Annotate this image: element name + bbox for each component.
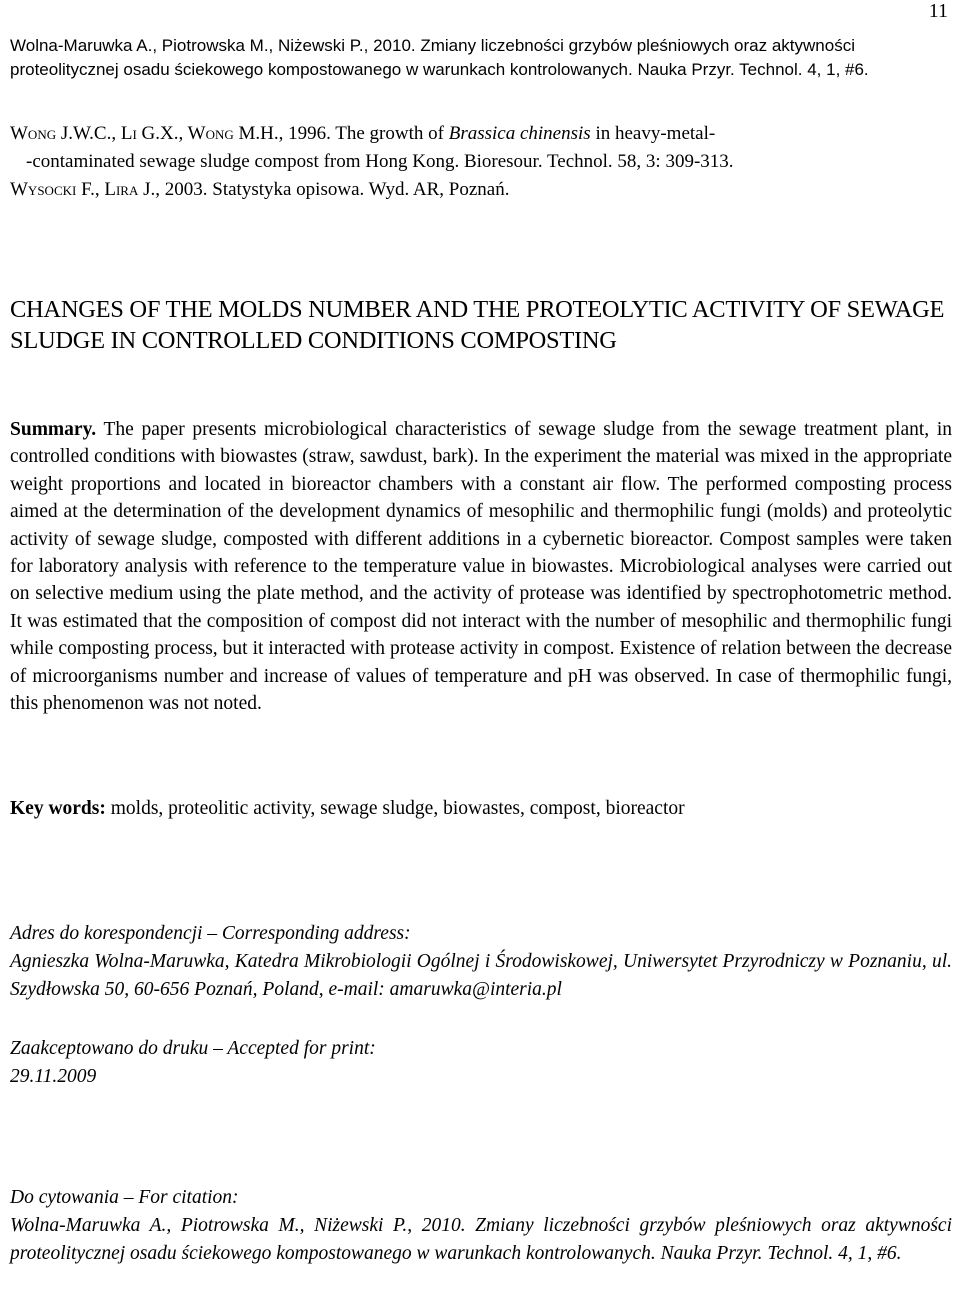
running-head: Wolna-Maruwka A., Piotrowska M., Niżewski P., 2010. Zmiany liczebności grzybów pleśniowych oraz aktywności proteolitycznej osadu ściekowego kompostowanego w warunkach kontrolowanych. Nauka Przyr. Technol. 4, 1, #6. (10, 36, 869, 79)
citation (10, 1184, 952, 1268)
summary (10, 416, 952, 717)
reference-authors: Wysocki F., Lira J. (10, 179, 156, 200)
summary-text: The paper presents microbiological characteristics of sewage sludge from the sewage treatment plant, in controlled conditions with biowastes (straw, sawdust, bark). In the experiment the material was mixed in the appropriate weight proportions and located in bioreactor chambers with a constant air flow. The performed composting process aimed at the determination of the development dynamics of mesophilic and thermophilic fungi (molds) and proteolytic activity of sewage sludge, composted with different additions in a cybernetic bioreactor. Compost samples were taken for laboratory analysis with reference to the temperature value in biowastes. Microbiological analyses were carried out on selective medium using the plate method, and the activity of protease was identified by spectrophotometric method. It was estimated that the composition of compost did not interact with the number of mesophilic and thermophilic fungi while composting process, but it interacted with protease activity in compost. Existence of relation between the decrease of microorganisms number and increase of values of temperature and pH was observed. In case of thermophilic fungi, this phenomenon was not noted. (10, 419, 952, 715)
reference-item (10, 120, 955, 176)
corresponding-address (10, 920, 952, 1004)
summary-label: Summary. (10, 419, 97, 440)
address-heading: Adres do korespondencji – Corresponding address: (10, 923, 411, 944)
page-number: 11 (928, 0, 948, 22)
reference-text: , 2003. Statystyka opisowa. Wyd. AR, Poznań. (155, 179, 510, 200)
reference-list (10, 120, 955, 204)
article-title: CHANGES OF THE MOLDS NUMBER AND THE PROTEOLYTIC ACTIVITY OF SEWAGE SLUDGE IN CONTROLLED CONDITIONS COMPOSTING (10, 296, 945, 354)
reference-item (10, 176, 955, 204)
reference-text: , 1996. The growth of (278, 123, 449, 144)
citation-heading: Do cytowania – For citation: (10, 1187, 239, 1208)
citation-text: Wolna-Maruwka A., Piotrowska M., Niżewski P., 2010. Zmiany liczebności grzybów pleśniowych oraz aktywności proteolitycznej osadu ściekowego kompostowanego w warunkach kontrolowanych. Nauka Przyr. Technol. 4, 1, #6. (10, 1215, 952, 1264)
accepted-date: 29.11.2009 (10, 1066, 97, 1087)
reference-authors: Wong J.W.C., Li G.X., Wong M.H. (10, 123, 279, 144)
keywords (10, 795, 955, 823)
keywords-label: Key words: (10, 798, 106, 819)
accepted-for-print (10, 1035, 955, 1091)
reference-text: in heavy-metal- (590, 123, 716, 144)
reference-text: -contaminated sewage sludge compost from Hong Kong. Bioresour. Technol. 58, 3: 309-313. (26, 151, 734, 172)
address-text: Agnieszka Wolna-Maruwka, Katedra Mikrobiologii Ogólnej i Środowiskowej, Uniwersytet Przyrodniczy w Poznaniu, ul. Szydłowska 50, 60-656 Poznań, Poland, e-mail: amaruwka@interia.pl (10, 951, 952, 1000)
keywords-text: molds, proteolitic activity, sewage sludge, biowastes, compost, bioreactor (105, 798, 685, 819)
reference-species: Brassica chinensis (448, 123, 591, 144)
accepted-heading: Zaakceptowano do druku – Accepted for print: (10, 1038, 376, 1059)
